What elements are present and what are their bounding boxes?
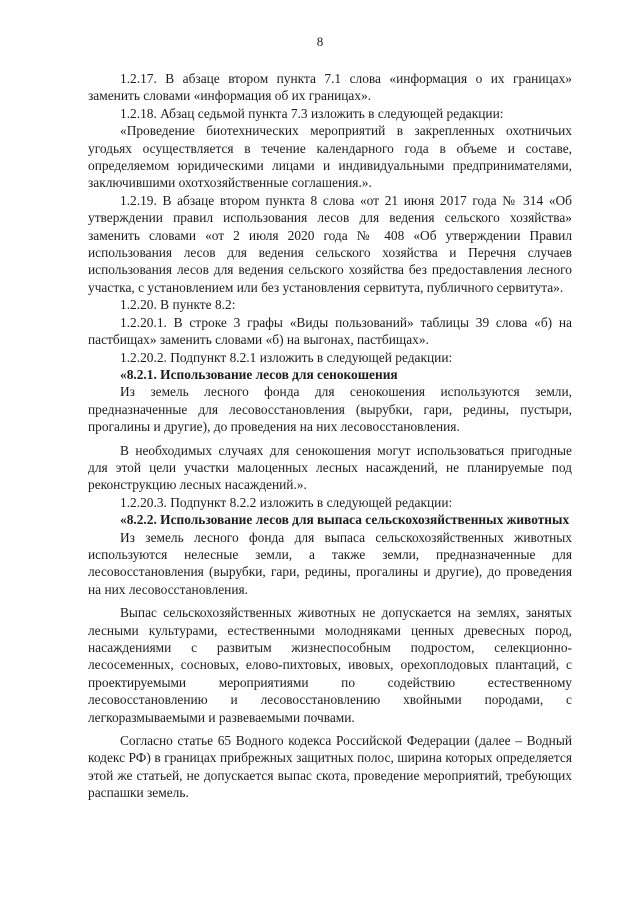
paragraph: «Проведение биотехнических мероприятий в закрепленных охотничьих угодьях осуществляется в течение календарного года в объеме и составе, определяемом юридическими лицами и индивидуальными предпринимателями, заключившими охотхозяйственные соглашения.». xyxy=(88,123,572,191)
paragraph: Из земель лесного фонда для выпаса сельскохозяйственных животных используются нелесные земли, а также земли, предназначенные для лесовосстановления (вырубки, гари, редины, прогалины и другие), до проведения на них лесовосстановления. xyxy=(88,529,572,597)
paragraph: 1.2.20. В пункте 8.2: xyxy=(120,297,236,313)
paragraph: Из земель лесного фонда для сенокошения используются земли, предназначенные для лесовосстановления (вырубки, гари, редины, пустыри, прогалины и другие), до проведения на них лесовосстановления. xyxy=(88,384,572,435)
paragraph: 1.2.20.1. В строке 3 графы «Виды пользований» таблицы 39 слова «б) на пастбищах» заменить словами «б) на выгонах, пастбищах». xyxy=(88,314,572,348)
section-heading: «8.2.1. Использование лесов для сенокошения xyxy=(120,366,398,382)
paragraph: 1.2.18. Абзац седьмой пункта 7.3 изложить в следующей редакции: xyxy=(120,105,504,121)
section-heading: «8.2.2. Использование лесов для выпаса сельскохозяйственных животных xyxy=(120,512,570,528)
page-number: 8 xyxy=(316,34,324,49)
paragraph: Выпас сельскохозяйственных животных не допускается на землях, занятых лесными культурами, естественными молодняками ценных древесных пород, насаждениями с развитым жизнеспособным подростом, селекционно-лесосеменных, сосновых, елово-пихтовых, ивовых, орехоплодовых плантаций, с проектируемыми мероприятиями по содействию естественному лесовосстановлению и лесовосстановлению хвойными породами, с легкоразмываемыми и развеваемыми почвами. xyxy=(88,605,572,725)
paragraph: 1.2.20.2. Подпункт 8.2.1 изложить в следующей редакции: xyxy=(120,349,453,365)
paragraph: 1.2.19. В абзаце втором пункта 8 слова «от 21 июня 2017 года № 314 «Об утверждении правил использования лесов для ведения сельского хозяйства» заменить словами «от 2 июля 2020 года № 408 «Об утверждении Правил использования лесов для ведения сельского хозяйства и Перечня случаев использования лесов для ведения сельского хозяйства без предоставления лесного участка, с установлением или без установления сервитута, публичного сервитута». xyxy=(88,192,572,295)
paragraph: 1.2.20.3. Подпункт 8.2.2 изложить в следующей редакции: xyxy=(120,494,453,510)
paragraph: Согласно статье 65 Водного кодекса Российской Федерации (далее – Водный кодекс РФ) в границах прибрежных защитных полос, ширина которых определяется этой же статьей, не допускается выпас скота, проведение мероприятий, требующих распашки земель. xyxy=(88,733,572,801)
paragraph: 1.2.17. В абзаце втором пункта 7.1 слова «информация о их границах» заменить словами «информация об их границах». xyxy=(88,71,572,104)
document-body xyxy=(88,70,572,802)
paragraph: В необходимых случаях для сенокошения могут использоваться пригодные для этой цели участки малоценных лесных насаждений, не планируемые под реконструкцию лесных насаждений.». xyxy=(88,442,572,493)
